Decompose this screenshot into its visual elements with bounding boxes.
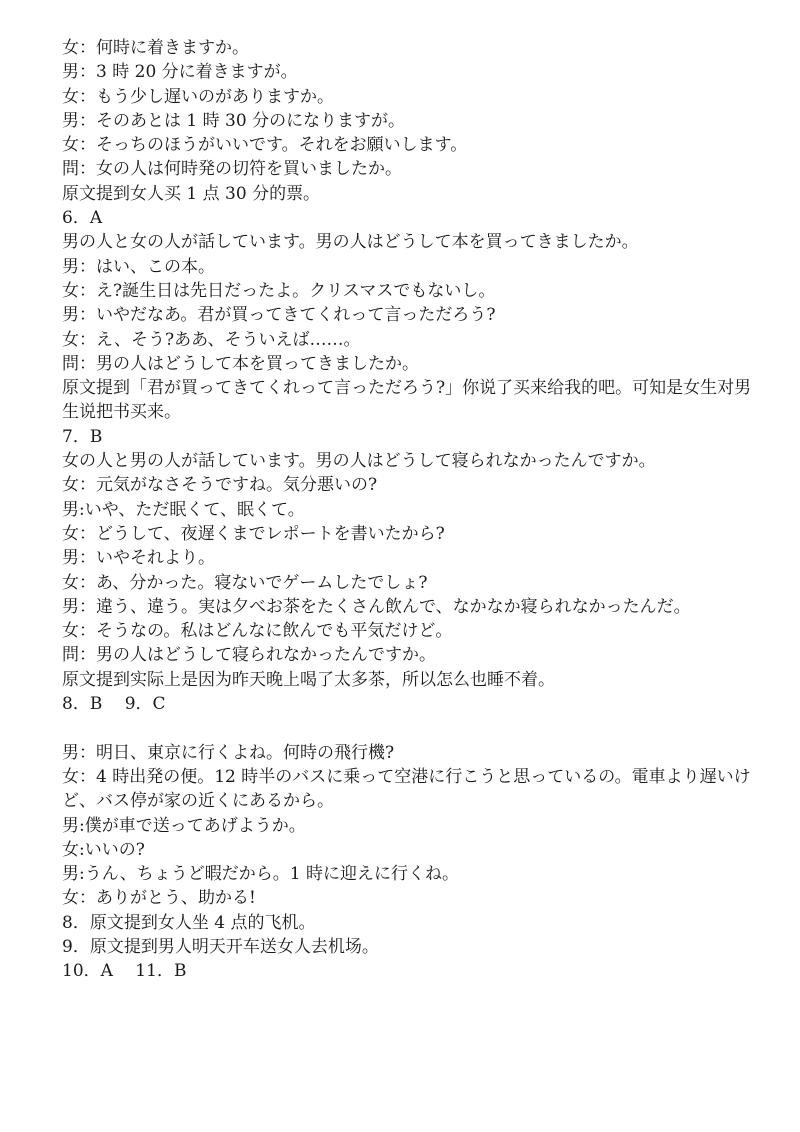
blank-line [62,716,752,740]
intro-line: 女の人と男の人が話しています。男の人はどうして寝られなかったんですか。 [62,451,656,472]
document-body [62,36,752,984]
question-line: 問：男の人はどうして本を買ってきましたか。 [62,353,419,374]
dialogue-line: 男：いやそれより。 [62,548,215,569]
explanation-line: 原文提到实际上是因为昨天晚上喝了太多茶，所以怎么也睡不着。 [62,669,555,690]
dialogue-line: 男：はい、この本。 [62,256,215,277]
dialogue-line: 女：そっちのほうがいいです。それをお願いします。 [62,135,468,156]
dialogue-line: 女：そうなの。私はどんなに飲んでも平気だけど。 [62,621,453,642]
explanation-line: 9．原文提到男人明天开车送女人去机场。 [62,936,379,957]
dialogue-line: 男：そのあとは 1 時 30 分のになりますが。 [62,110,406,131]
dialogue-line: 男：明日、東京に行くよね。何時の飛行機? [62,742,395,763]
question-line: 問：男の人はどうして寝られなかったんですか。 [62,645,436,666]
question-line: 問：女の人は何時発の切符を買いましたか。 [62,159,402,180]
dialogue-line: 男：いやだなあ。君が買ってきてくれって言っただろう? [62,305,496,326]
dialogue-line: 女：もう少し遅いのがありますか。 [62,86,334,107]
answer-line: 7．B [62,426,103,447]
dialogue-line: 男：3 時 20 分に着きますが。 [62,62,298,83]
dialogue-line: 女：どうして、夜遅くまでレポートを書いたから? [62,523,445,544]
dialogue-line: 男:いや、ただ眠くて、眠くて。 [62,499,305,520]
dialogue-line: 女：元気がなさそうですね。気分悪いの? [62,475,378,496]
answer-line: 6．A [62,208,103,229]
intro-line: 男の人と女の人が話しています。男の人はどうして本を買ってきましたか。 [62,232,639,253]
answer-line: 10．A 11．B [62,961,187,982]
dialogue-line: 女:いいの? [62,839,145,860]
dialogue-line: 男:僕が車で送ってあげようか。 [62,815,306,836]
answer-line: 8．B 9．C [62,694,166,715]
explanation-paragraph: 原文提到「君が買ってきてくれって言っただろう?」你说了买来给我的吧。可知是女生对男生说把书买来。 [62,378,752,423]
dialogue-line: 女：え、そう?ああ、そういえば……。 [62,329,361,350]
dialogue-line: 女：ありがとう、助かる! [62,888,256,909]
explanation-line: 原文提到女人买 1 点 30 分的票。 [62,183,321,204]
explanation-line: 8．原文提到女人坐 4 点的飞机。 [62,912,316,933]
dialogue-line: 女：え?誕生日は先日だったよ。クリスマスでもないし。 [62,280,496,301]
dialogue-line: 男：違う、違う。実は夕べお茶をたくさん飲んで、なかなか寝られなかったんだ。 [62,596,691,617]
dialogue-paragraph: 女：4 時出発の便。12 時半のバスに乗って空港に行こうと思っているの。電車より遅いけど、バス停が家の近くにあるから。 [62,766,751,812]
dialogue-line: 女：あ、分かった。寝ないでゲームしたでしょ? [62,572,428,593]
dialogue-line: 女：何時に着きますか。 [62,38,249,58]
dialogue-line: 男:うん、ちょうど暇だから。1 時に迎えに行くね。 [62,864,459,885]
